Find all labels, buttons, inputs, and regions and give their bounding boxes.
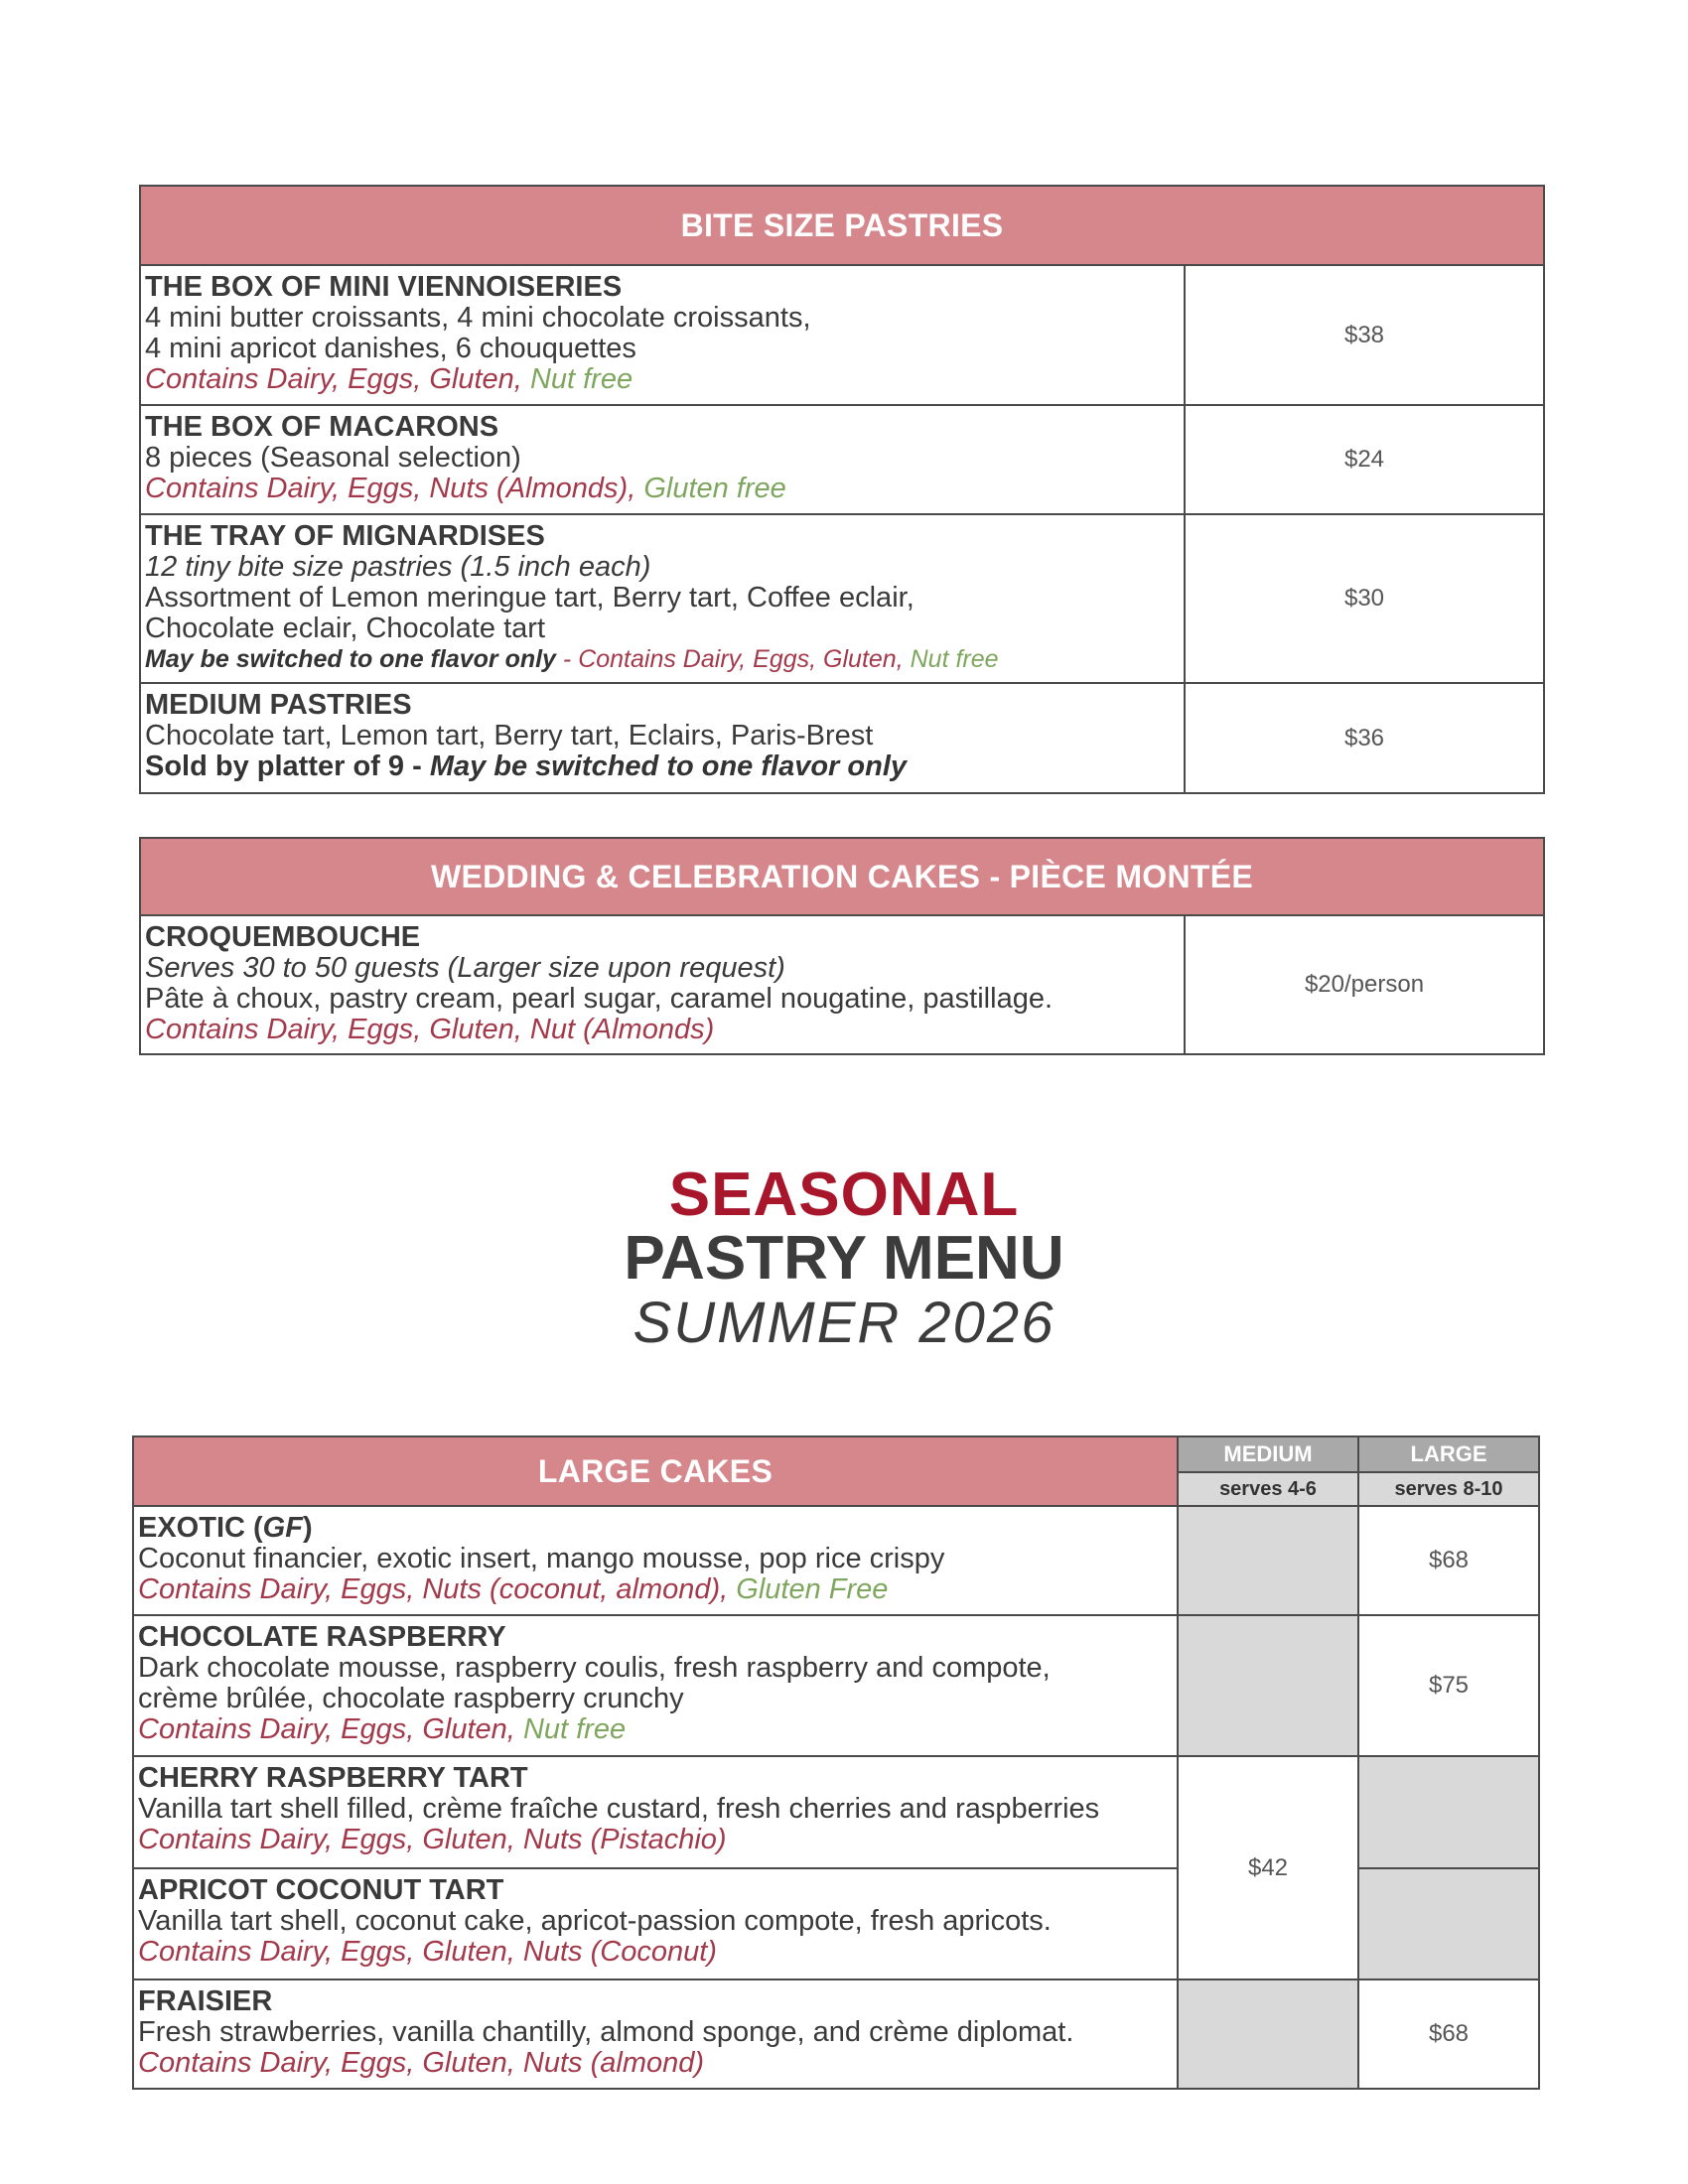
allergens: Contains Dairy, Eggs, Gluten,	[145, 363, 522, 395]
apricot-coconut-description	[133, 1868, 1178, 1979]
table-row	[140, 265, 1544, 405]
allergen-free: Nut free	[522, 1713, 627, 1745]
item-name: APRICOT COCONUT TART	[138, 1874, 504, 1906]
item-price: $30	[1185, 514, 1544, 683]
allergens: Contains Dairy, Eggs, Gluten, Nuts (almond)	[138, 2047, 705, 2079]
item-serves: 12 tiny bite size pastries (1.5 inch each)	[145, 551, 651, 583]
croquembouche-description	[140, 915, 1185, 1054]
title-pastry-menu: PASTRY MENU	[624, 1224, 1064, 1293]
item-price: $24	[1185, 405, 1544, 514]
item-description: 8 pieces (Seasonal selection)	[145, 442, 521, 474]
item-name: THE BOX OF MINI VIENNOISERIES	[145, 271, 623, 303]
macarons-description	[140, 405, 1185, 514]
chocolate-raspberry-description	[133, 1615, 1178, 1756]
medium-size-header: MEDIUM	[1178, 1436, 1358, 1472]
large-price: $68	[1358, 1979, 1539, 2089]
item-name: CROQUEMBOUCHE	[145, 921, 421, 953]
allergens: Contains Dairy, Eggs, Gluten, Nuts (Pistachio)	[138, 1824, 727, 1855]
item-description: crème brûlée, chocolate raspberry crunchy	[138, 1683, 684, 1714]
item-description: Pâte à choux, pastry cream, pearl sugar, caramel nougatine, pastillage.	[145, 983, 1054, 1015]
item-price: $20/person	[1185, 915, 1544, 1054]
large-price-empty	[1358, 1868, 1539, 1979]
medium-price-empty	[1178, 1979, 1358, 2089]
item-name: THE TRAY OF MIGNARDISES	[145, 520, 545, 552]
item-price: $36	[1185, 683, 1544, 793]
item-name: THE BOX OF MACARONS	[145, 411, 499, 443]
table-row	[140, 514, 1544, 683]
item-name: CHOCOLATE RASPBERRY	[138, 1621, 506, 1653]
allergen-free: Nut free	[910, 645, 999, 673]
allergen-free: Nut free	[529, 363, 633, 395]
cherry-raspberry-description	[133, 1756, 1178, 1868]
title-season: SUMMER 2026	[633, 1291, 1055, 1355]
large-price: $68	[1358, 1506, 1539, 1615]
medium-pastries-description	[140, 683, 1185, 793]
wedding-header: WEDDING & CELEBRATION CAKES - PIÈCE MONTÉE	[140, 838, 1544, 915]
wedding-table	[139, 837, 1545, 1055]
item-description: 4 mini apricot danishes, 6 chouquettes	[145, 333, 636, 364]
large-cakes-header: LARGE CAKES	[133, 1436, 1178, 1506]
medium-price-empty	[1178, 1615, 1358, 1756]
exotic-description	[133, 1506, 1178, 1615]
item-name: MEDIUM PASTRIES	[145, 689, 412, 721]
allergens: - Contains Dairy, Eggs, Gluten,	[562, 645, 904, 673]
table-row	[133, 1756, 1539, 1868]
item-description: Vanilla tart shell, coconut cake, apricot-passion compote, fresh apricots.	[138, 1905, 1052, 1937]
medium-serves: serves 4-6	[1178, 1472, 1358, 1506]
table-row	[133, 1979, 1539, 2089]
table-row	[140, 683, 1544, 793]
allergens: Contains Dairy, Eggs, Gluten, Nut (Almonds)	[145, 1014, 715, 1045]
item-description: Coconut financier, exotic insert, mango mousse, pop rice crispy	[138, 1543, 945, 1574]
allergens: Contains Dairy, Eggs, Nuts (coconut, almond),	[138, 1573, 729, 1605]
table-row	[133, 1506, 1539, 1615]
large-cakes-table	[132, 1435, 1540, 2090]
tart-medium-price: $42	[1178, 1756, 1358, 1979]
allergens: Contains Dairy, Eggs, Gluten, Nuts (Coconut)	[138, 1936, 717, 1968]
viennoiseries-description	[140, 265, 1185, 405]
item-description: 4 mini butter croissants, 4 mini chocolate croissants,	[145, 302, 811, 334]
large-price: $75	[1358, 1615, 1539, 1756]
mignardises-description	[140, 514, 1185, 683]
item-description: Dark chocolate mousse, raspberry coulis, fresh raspberry and compote,	[138, 1652, 1051, 1684]
item-serves: Serves 30 to 50 guests (Larger size upon request)	[145, 952, 785, 984]
item-note: May be switched to one flavor only	[145, 645, 556, 673]
large-serves: serves 8-10	[1358, 1472, 1539, 1506]
table-row	[140, 405, 1544, 514]
allergens: Contains Dairy, Eggs, Nuts (Almonds),	[145, 473, 636, 504]
item-price: $38	[1185, 265, 1544, 405]
table-row	[133, 1615, 1539, 1756]
item-description: Assortment of Lemon meringue tart, Berry tart, Coffee eclair,	[145, 582, 914, 614]
large-size-header: LARGE	[1358, 1436, 1539, 1472]
item-description: Fresh strawberries, vanilla chantilly, almond sponge, and crème diplomat.	[138, 2016, 1074, 2048]
item-description: Chocolate eclair, Chocolate tart	[145, 613, 545, 644]
medium-price-empty	[1178, 1506, 1358, 1615]
fraisier-description	[133, 1979, 1178, 2089]
item-description: Chocolate tart, Lemon tart, Berry tart, Eclairs, Paris-Brest	[145, 720, 874, 751]
item-description: Vanilla tart shell filled, crème fraîche custard, fresh cherries and raspberries	[138, 1793, 1100, 1825]
menu-title	[0, 1160, 1688, 1356]
large-price-empty	[1358, 1756, 1539, 1868]
item-name: FRAISIER	[138, 1985, 273, 2017]
bite-size-table	[139, 185, 1545, 794]
item-name: CHERRY RASPBERRY TART	[138, 1762, 528, 1794]
allergen-free: Gluten Free	[736, 1573, 889, 1605]
title-seasonal: SEASONAL	[668, 1160, 1020, 1229]
item-name: EXOTIC (GF)	[138, 1512, 313, 1544]
item-sold: Sold by platter of 9 -	[145, 751, 422, 782]
bite-size-header: BITE SIZE PASTRIES	[140, 186, 1544, 265]
table-row	[140, 915, 1544, 1054]
item-note: May be switched to one flavor only	[429, 751, 908, 782]
allergens: Contains Dairy, Eggs, Gluten,	[138, 1713, 515, 1745]
allergen-free: Gluten free	[643, 473, 786, 504]
